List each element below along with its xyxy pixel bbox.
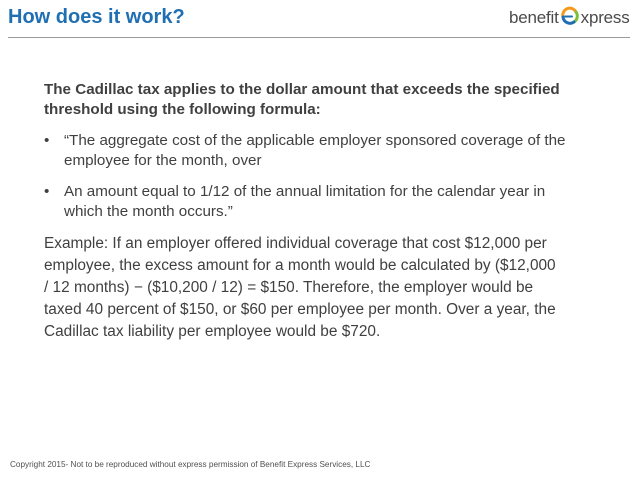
slide-content: [44, 80, 584, 343]
logo-text-left: benefit: [509, 8, 559, 27]
example-paragraph: Example: If an employer offered individual coverage that cost $12,000 per employee, the excess amount for a month would be calculated by ($12,000 / 12 months) − ($10,200 / 12) = $150. Therefore, the employer would be taxed 40 percent of $150, or $60 per employee per month. Over a year, the Cadillac tax liability per employee would be $720.: [44, 235, 556, 340]
list-item: [44, 182, 584, 222]
intro-text: The Cadillac tax applies to the dollar amount that exceeds the specified threshold using the following formula:: [44, 81, 560, 118]
copyright-footer: Copyright 2015- Not to be reproduced without express permission of Benefit Express Services, LLC: [10, 460, 371, 469]
formula-bullet-list: [44, 131, 584, 222]
bullet-marker: •: [44, 132, 50, 149]
bullet-text: “The aggregate cost of the applicable employer sponsored coverage of the employee for the month, over: [64, 132, 566, 169]
logo-e-swirl-icon: [560, 6, 580, 31]
bullet-marker: •: [44, 183, 50, 200]
list-item: [44, 131, 584, 171]
bullet-text: An amount equal to 1/12 of the annual limitation for the calendar year in which the month occurs.”: [64, 183, 546, 220]
header-divider: [8, 37, 630, 38]
benefit-express-logo: [509, 5, 630, 31]
logo-text-right: xpress: [580, 8, 630, 27]
slide-title: How does it work?: [8, 6, 185, 28]
